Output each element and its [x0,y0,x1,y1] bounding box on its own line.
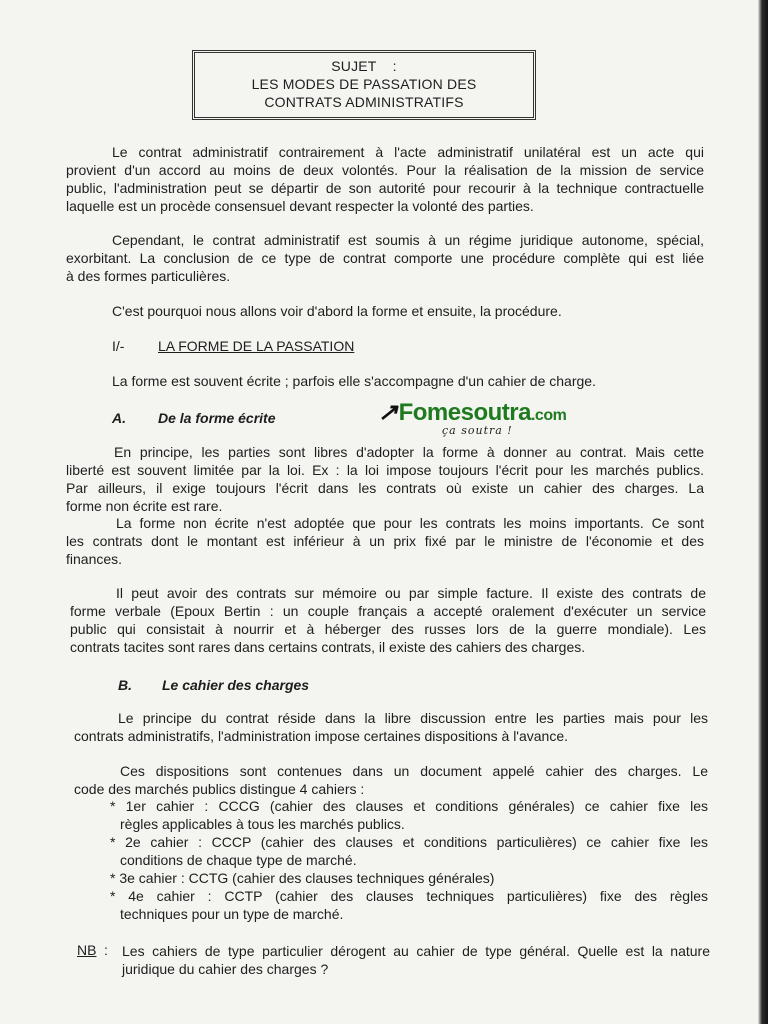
text-line: contrats administratifs, l'administration impose certaines dispositions à l'avance. [74,728,569,744]
list-item [110,833,708,869]
text-line: Par ailleurs, il exige toujours l'écrit dans les contrats où existe un cahier des charges. La [66,480,704,496]
section-1-heading [112,338,355,354]
intro-paragraph-3 [112,302,672,320]
subsection-a-paragraph-1 [66,443,704,515]
subsection-b-letter: B. [118,677,132,693]
logo-suffix: .com [530,407,567,424]
subsection-a-paragraph-2 [66,514,704,568]
text-line: C'est pourquoi nous allons voir d'abord la forme et ensuite, la procédure. [112,303,562,319]
text-line: La forme non écrite n'est adoptée que pour les contrats les moins importants. Ce sont [116,515,704,531]
subsection-b-paragraph-2 [74,762,708,798]
subject-title-line2: CONTRATS ADMINISTRATIFS [264,94,464,110]
cahiers-list [110,797,708,923]
text-line: public, l'administration peut se départir de son autorité pour recourir à la technique contractuelle [66,180,704,196]
subject-title-line1: LES MODES DE PASSATION DES [251,76,477,92]
text-line: * 3e cahier : CCTG (cahier des clauses techniques générales) [110,870,495,886]
text-line: les contrats dont le montant est inférieur à un prix fixé par le ministre de l'économie et des [66,533,704,549]
logo-arrow-icon: ↗ [378,399,398,426]
text-line: Ces dispositions sont contenues dans un document appelé cahier des charges. Le [120,763,708,779]
text-line: contrats tacites sont rares dans certains contrats, il existe des cahiers des charges. [70,639,586,655]
text-line: techniques pour un type de marché. [120,906,344,922]
text-line: Le contrat administratif contrairement à l'acte administratif unilatéral est un acte qui [112,144,704,160]
list-item [110,869,708,887]
logo-brand: Fomesoutra [398,399,531,426]
subsection-a-title: De la forme écrite [158,410,276,426]
list-item [110,887,708,923]
text-line: * 2e cahier : CCCP (cahier des clauses et conditions particulières) ce cahier fixe les [110,834,708,850]
subsection-b-heading [118,677,310,693]
text-line: règles applicables à tous les marchés publics. [120,816,405,832]
text-line: * 4e cahier : CCTP (cahier des clauses techniques particulières) fixe des règles [110,888,708,904]
intro-paragraph-1 [66,143,704,215]
text-line: conditions de chaque type de marché. [120,852,357,868]
text-line: public qui consistait à nourrir et à héberger des russes lors de la guerre mondiale). Les [70,621,706,637]
text-line: La forme est souvent écrite ; parfois elle s'accompagne d'un cahier de charge. [112,373,596,389]
subsection-a-letter: A. [112,410,126,426]
text-line: Les cahiers de type particulier dérogent au cahier de type général. Quelle est la nature [122,943,710,959]
fomesoutra-logo [378,398,596,442]
text-line: provient d'un accord au moins de deux volontés. Pour la réalisation de la mission de service [66,162,704,178]
subject-title-box [192,50,536,120]
text-line: En principe, les parties sont libres d'adopter la forme à donner au contrat. Mais cette [114,444,704,460]
subsection-b-title: Le cahier des charges [162,677,310,693]
text-line: exorbitant. La conclusion de ce type de contrat comporte une procédure complète qui est liée [66,250,704,266]
text-line: * 1er cahier : CCCG (cahier des clauses et conditions générales) ce cahier fixe les [110,798,708,814]
page-scan-edge [758,0,768,1024]
subsection-b-paragraph-1 [74,709,708,745]
text-line: Le principe du contrat réside dans la libre discussion entre les parties mais pour les [118,710,708,726]
text-line: code des marchés publics distingue 4 cahiers : [74,781,365,797]
logo-tagline: ça soutra ! [442,424,513,437]
nb-label [77,942,96,958]
text-line: à des formes particulières. [66,268,231,284]
subsection-a-heading [112,410,276,426]
nb-separator: : [104,942,108,958]
text-line: Cependant, le contrat administratif est soumis à un régime juridique autonome, spécial, [112,232,704,248]
list-item [110,797,708,833]
nb-label-text: NB [77,942,97,958]
subsection-a-paragraph-3 [70,584,706,656]
text-line: forme non écrite est rare. [66,498,223,514]
text-line: finances. [66,551,123,567]
text-line: forme verbale (Epoux Bertin : un couple français a accepté oralement d'exécuter un service [70,603,706,619]
text-line: laquelle est un procède consensuel devant respecter la volonté des parties. [66,198,534,214]
text-line: Il peut avoir des contrats sur mémoire ou par simple facture. Il existe des contrats de [116,585,706,601]
section-1-title: LA FORME DE LA PASSATION [158,338,355,354]
subject-label: SUJET : [331,58,397,74]
intro-paragraph-2 [66,231,704,285]
nb-paragraph [122,942,710,978]
text-line: liberté est souvent limitée par la loi. Ex : la loi impose toujours l'écrit pour les marchés publics. [66,462,704,478]
section-1-number: I/- [112,338,125,354]
text-line: juridique du cahier des charges ? [122,961,329,977]
section-1-intro [112,372,672,390]
